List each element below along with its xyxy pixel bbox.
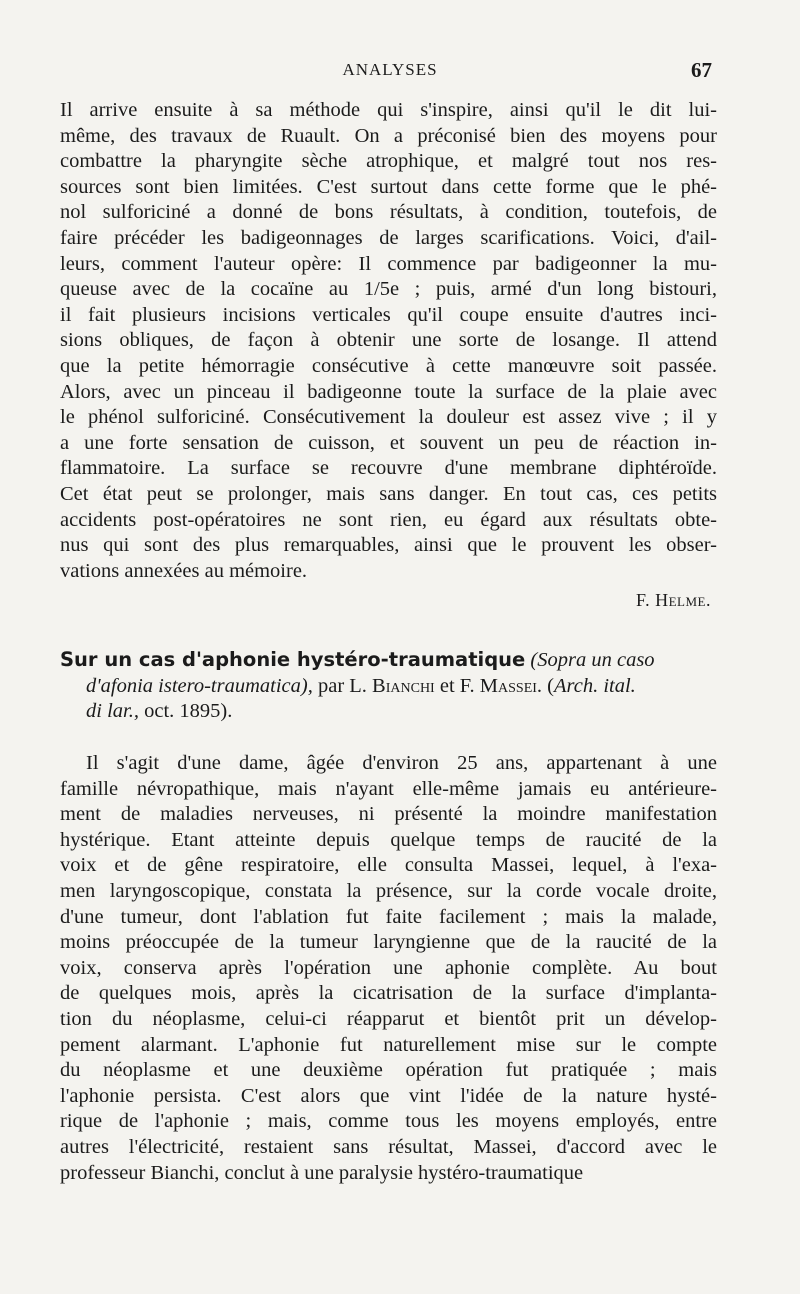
text-line: voix, conserva après l'opération une aphonie complète. Au bout [60, 956, 717, 979]
text-line: combattre la pharyngite sèche atrophique, et malgré tout nos res- [60, 150, 717, 173]
text-line: famille névropathique, mais n'ayant elle-même jamais eu antérieure- [60, 777, 717, 800]
text-line: Cet état peut se prolonger, mais sans danger. En tout cas, ces petits [60, 482, 717, 505]
text-line: ment de maladies nerveuses, ni présenté la moindre manifestation [60, 803, 717, 826]
text-line: hystérique. Etant atteinte depuis quelque temps de raucité de la [60, 828, 717, 851]
text-line: autres l'électricité, restaient sans résultat, Massei, d'accord avec le [60, 1135, 717, 1158]
article-journal-open: ( [547, 674, 554, 697]
text-line: de quelques mois, après la cicatrisation de la surface d'implanta- [60, 982, 717, 1005]
page-body [60, 98, 717, 1186]
article-title-bold: Sur un cas d'aphonie hystéro-traumatique [60, 648, 526, 672]
text-line: même, des travaux de Ruault. On a préconisé bien des moyens pour [60, 124, 717, 147]
article-title-italian-2: d'afonia istero-traumatica), [86, 674, 313, 697]
text-line: l'aphonie persista. C'est alors que vint l'idée de la nature hysté- [60, 1084, 717, 1107]
text-line: que la petite hémorragie consécutive à cette manœuvre soit passée. [60, 354, 717, 377]
article-journal-2: di lar., [86, 700, 139, 723]
paragraph-helme-review [60, 98, 717, 584]
text-line: moins préoccupée de la tumeur laryngienne que de la raucité de la [60, 931, 717, 954]
text-line: tion du néoplasme, celui-ci réapparut et bientôt prit un dévelop- [60, 1008, 717, 1030]
text-line: men laryngoscopique, constata la présence, sur la corde vocale droite, [60, 880, 717, 903]
text-line: sions obliques, de façon à obtenir une sorte de losange. Il attend [60, 329, 717, 352]
article-par: par L. [317, 674, 367, 697]
signature-name: Helme. [655, 590, 711, 611]
paragraph-aphonie-case [60, 751, 717, 1186]
text-line: vations annexées au mémoire. [60, 559, 308, 582]
text-line: queuse avec de la cocaïne au 1/5e ; puis, armé d'un long bistouri, [60, 278, 717, 301]
text-line: rique de l'aphonie ; mais, comme tous les moyens employés, entre [60, 1110, 717, 1133]
page-number: 67 [691, 58, 712, 82]
text-line: professeur Bianchi, conclut à une paralysie hystéro-traumatique [60, 1161, 584, 1184]
article-author-1: Bianchi [372, 674, 435, 697]
text-line: nol sulforiciné a donné de bons résultats, à condition, toutefois, de [60, 201, 717, 224]
text-line: d'une tumeur, dont l'ablation fut faite facilement ; mais la malade, [60, 905, 717, 928]
article-title-italian-1: (Sopra un caso [530, 649, 655, 672]
text-line: a une forte sensation de cuisson, et souvent un peu de réaction in- [60, 431, 717, 454]
text-line: sources sont bien limitées. C'est surtout dans cette forme que le phé- [60, 175, 717, 198]
page-header [0, 58, 800, 84]
text-line: du néoplasme et une deuxième opération fut pratiquée ; mais [60, 1059, 717, 1082]
text-line: il fait plusieurs incisions verticales qu'il coupe ensuite d'autres inci- [60, 303, 717, 326]
text-line: le phénol sulforiciné. Consécutivement la douleur est assez vive ; il y [60, 406, 717, 429]
text-line: nus qui sont des plus remarquables, ainsi que le prouvent les obser- [60, 534, 717, 557]
text-line: Il s'agit d'une dame, âgée d'environ 25 ans, appartenant à une [86, 752, 717, 775]
text-line: Il arrive ensuite à sa méthode qui s'inspire, ainsi qu'il le dit lui- [60, 99, 717, 121]
text-line: leurs, comment l'auteur opère: Il commence par badigeonner la mu- [60, 252, 717, 275]
article-journal: Arch. ital. [553, 674, 636, 697]
article-date: oct. 1895). [144, 700, 233, 723]
signature-initial: F. [636, 590, 651, 611]
article-title [60, 647, 717, 725]
text-line: flammatoire. La surface se recouvre d'une membrane diphtéroïde. [60, 457, 717, 480]
signature [60, 590, 717, 611]
text-line: Alors, avec un pinceau il badigeonne toute la surface de la plaie avec [60, 380, 717, 403]
article-author-2: Massei. [479, 674, 543, 697]
text-line: voix et de gêne respiratoire, elle consulta Massei, lequel, à l'exa- [60, 854, 717, 877]
text-line: faire précéder les badigeonnages de larges scarifications. Voici, d'ail- [60, 226, 717, 249]
running-head: ANALYSES [342, 60, 438, 79]
text-line: accidents post-opératoires ne sont rien, eu égard aux résultats obte- [60, 508, 717, 531]
article-et: et F. [439, 674, 475, 697]
text-line: pement alarmant. L'aphonie fut naturellement mise sur le compte [60, 1033, 717, 1056]
